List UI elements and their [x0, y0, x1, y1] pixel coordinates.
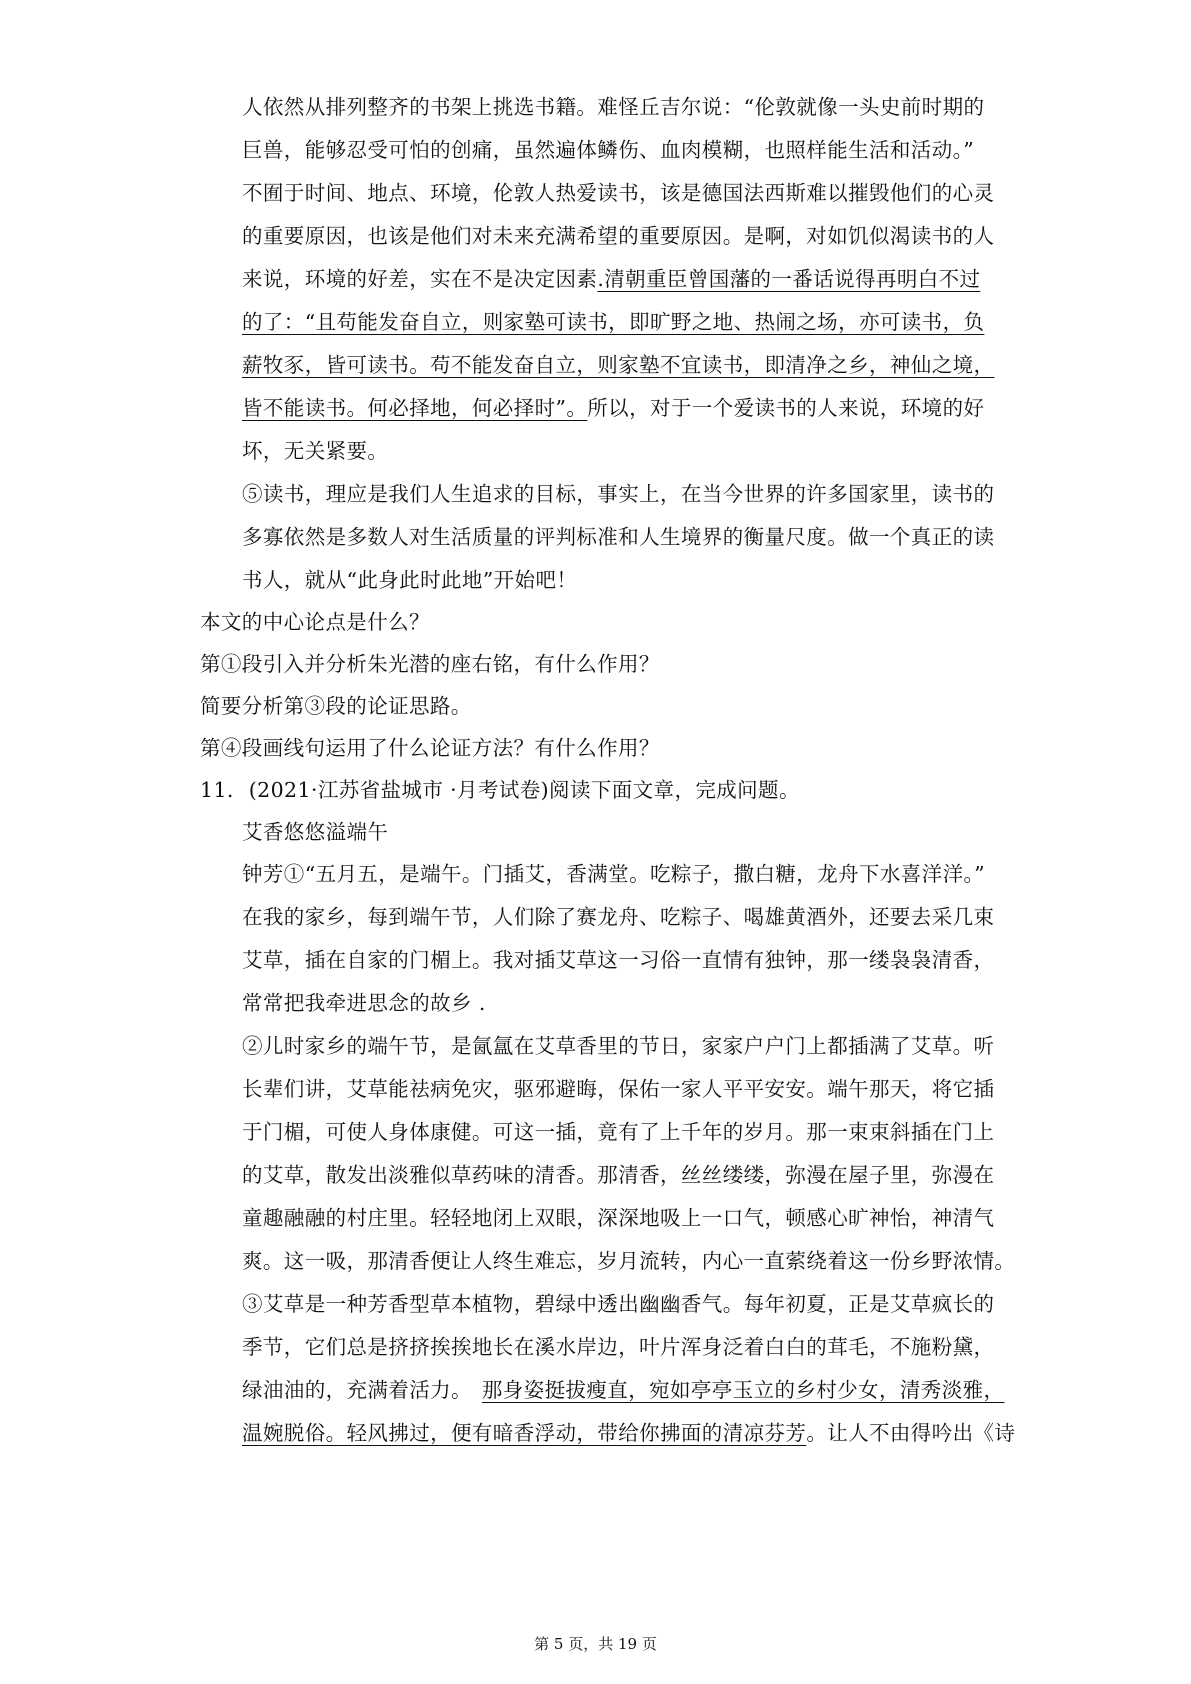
- paragraph-5-line: 多寡依然是多数人对生活质量的评判标准和人生境界的衡量尺度。做一个真正的读: [242, 525, 995, 549]
- article-p3-line: [242, 1419, 1015, 1447]
- article-p3-line: [242, 1376, 1004, 1404]
- article-p1-line: 钟芳①“五月五，是端午。门插艾，香满堂。吃粽子，撒白糖，龙舟下水喜洋洋。”: [242, 862, 986, 886]
- question-2: 第①段引入并分析朱光潜的座右铭，有什么作用？: [200, 652, 660, 676]
- paragraph-5-line: 书人，就从“此身此时此地”开始吧！: [242, 568, 578, 592]
- article-p1-line: 在我的家乡，每到端午节，人们除了赛龙舟、吃粽子、喝雄黄酒外，还要去采几束: [242, 905, 995, 929]
- underlined-sentence: 的了：“且苟能发奋自立，则家塾可读书，即旷野之地、热闹之场，亦可读书，负: [242, 310, 985, 334]
- underlined-sentence: 薪牧豕，皆可读书。苟不能发奋自立，则家塾不宜读书，即清净之乡，神仙之境，: [242, 353, 995, 377]
- article-p2-line: 长辈们讲，艾草能祛病免灾，驱邪避晦，保佑一家人平平安安。端午那天，将它插: [242, 1077, 995, 1101]
- article-p3-line: ③艾草是一种芳香型草本植物，碧绿中透出幽幽香气。每年初夏，正是艾草疯长的: [242, 1292, 995, 1316]
- passage-line: [242, 265, 980, 293]
- passage-line: [242, 394, 984, 422]
- article-p1-line: 艾草，插在自家的门楣上。我对插艾草这一习俗一直情有独钟，那一缕袅袅清香，: [242, 948, 995, 972]
- article-p3-line: 季节，它们总是挤挤挨挨地长在溪水岸边，叶片浑身泛着白白的茸毛，不施粉黛，: [242, 1335, 995, 1359]
- passage-line: 不囿于时间、地点、环境，伦敦人热爱读书，该是德国法西斯难以摧毁他们的心灵: [242, 181, 995, 205]
- paragraph-5-line: ⑤读书，理应是我们人生追求的目标，事实上，在当今世界的许多国家里，读书的: [242, 482, 995, 506]
- article-title: 艾香悠悠溢端午: [242, 820, 389, 844]
- article-text: 。让人不由得吟出《诗: [806, 1421, 1016, 1445]
- item-11-header: [200, 776, 800, 804]
- page-footer: 第 5 页，共 19 页: [534, 1635, 657, 1653]
- item-source: (2021·江苏省盐城市 ·月考试卷)阅读下面文章，完成问题。: [248, 778, 800, 802]
- underlined-sentence: 那身姿挺拔瘦直，宛如亭亭玉立的乡村少女，清秀淡雅，: [481, 1378, 1005, 1402]
- article-text: 绿油油的，充满着活力。: [242, 1378, 472, 1402]
- passage-line: [242, 351, 994, 379]
- article-p2-line: 的艾草，散发出淡雅似草药味的清香。那清香，丝丝缕缕，弥漫在屋子里，弥漫在: [242, 1163, 995, 1187]
- question-3: 简要分析第③段的论证思路。: [200, 694, 472, 718]
- article-p2-line: 于门楣，可使人身体康健。可这一插，竟有了上千年的岁月。那一束束斜插在门上: [242, 1120, 995, 1144]
- item-number: 11.: [200, 778, 234, 802]
- passage-line: 坏，无关紧要。: [242, 439, 389, 463]
- passage-text: 来说，环境的好差，实在不是决定因素: [242, 267, 598, 291]
- question-4: 第④段画线句运用了什么论证方法？有什么作用？: [200, 736, 660, 760]
- passage-line: [242, 308, 984, 336]
- underlined-sentence: 温婉脱俗。轻风拂过，便有暗香浮动，带给你拂面的清凉芬芳: [242, 1421, 807, 1445]
- article-p2-line: 爽。这一吸，那清香便让人终生难忘，岁月流转，内心一直萦绕着这一份乡野浓情。: [242, 1249, 1016, 1273]
- article-p1-line: 常常把我牵进思念的故乡 .: [242, 991, 486, 1015]
- passage-line: 的重要原因，也该是他们对未来充满希望的重要原因。是啊，对如饥似渴读书的人: [242, 224, 995, 248]
- article-p2-line: 童趣融融的村庄里。轻轻地闭上双眼，深深地吸上一口气，顿感心旷神怡，神清气: [242, 1206, 995, 1230]
- question-1: 本文的中心论点是什么？: [200, 610, 430, 634]
- underlined-sentence: 皆不能读书。何必择地，何必择时”。: [242, 396, 588, 420]
- passage-line: 巨兽，能够忍受可怕的创痛，虽然遍体鳞伤、血肉模糊，也照样能生活和活动。”: [242, 138, 975, 162]
- underlined-sentence: .清朝重臣曾国藩的一番话说得再明白不过: [597, 267, 981, 291]
- passage-line: 人依然从排列整齐的书架上挑选书籍。难怪丘吉尔说：“伦敦就像一头史前时期的: [242, 95, 985, 119]
- passage-text: 所以，对于一个爱读书的人来说，环境的好: [587, 396, 985, 420]
- article-p2-line: ②儿时家乡的端午节，是氤氲在艾草香里的节日，家家户户门上都插满了艾草。听: [242, 1034, 995, 1058]
